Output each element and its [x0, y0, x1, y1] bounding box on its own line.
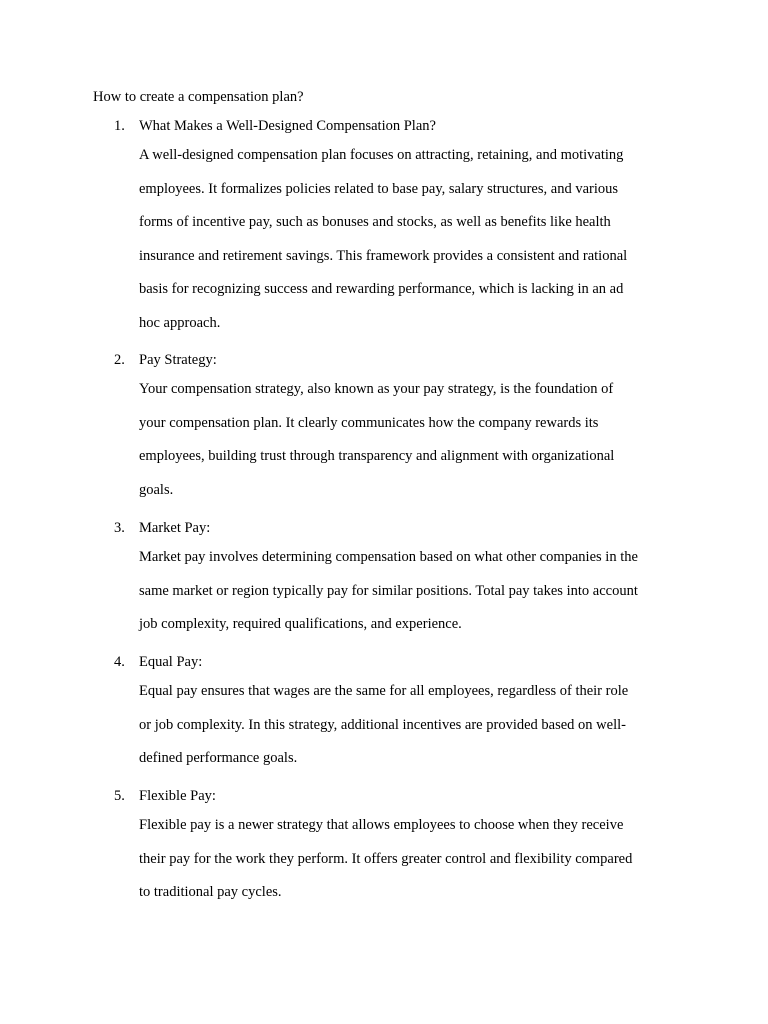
- section-number: 3.: [114, 520, 125, 536]
- body-line: Market pay involves determining compensation based on what other companies in the: [139, 549, 638, 565]
- section-heading: Flexible Pay:: [139, 788, 216, 804]
- body-line: job complexity, required qualifications, and experience.: [139, 616, 462, 633]
- body-line: insurance and retirement savings. This framework provides a consistent and rational: [139, 247, 628, 264]
- section-heading: Market Pay:: [139, 520, 211, 536]
- body-line: goals.: [139, 481, 174, 498]
- section-number: 2.: [114, 352, 125, 368]
- section-heading: Pay Strategy:: [139, 352, 217, 368]
- section-number: 1.: [114, 118, 125, 134]
- section-heading: Equal Pay:: [139, 654, 203, 670]
- body-line: forms of incentive pay, such as bonuses and stocks, as well as benefits like health: [139, 214, 611, 231]
- body-line: Equal pay ensures that wages are the same for all employees, regardless of their role: [139, 683, 629, 699]
- body-line: or job complexity. In this strategy, additional incentives are provided based on well-: [139, 716, 626, 733]
- body-line: to traditional pay cycles.: [139, 884, 282, 901]
- body-line: Flexible pay is a newer strategy that allows employees to choose when they receive: [139, 817, 624, 833]
- body-line: their pay for the work they perform. It offers greater control and flexibility compared: [139, 850, 633, 867]
- document-title: How to create a compensation plan?: [93, 89, 304, 105]
- section-body: [139, 373, 675, 507]
- body-line: your compensation plan. It clearly communicates how the company rewards its: [139, 414, 599, 431]
- body-line: employees. It formalizes policies related to base pay, salary structures, and various: [139, 180, 619, 197]
- body-line: same market or region typically pay for similar positions. Total pay takes into account: [139, 582, 638, 599]
- body-line: A well-designed compensation plan focuses on attracting, retaining, and motivating: [139, 147, 624, 163]
- body-line: defined performance goals.: [139, 750, 298, 767]
- section-heading: What Makes a Well-Designed Compensation Plan?: [139, 118, 436, 134]
- section-number: 4.: [114, 654, 125, 670]
- section-body: [139, 809, 675, 910]
- section-number: 5.: [114, 788, 125, 804]
- body-line: hoc approach.: [139, 314, 221, 331]
- section-body: [139, 675, 675, 776]
- section-body: [139, 541, 675, 642]
- section-body: [139, 139, 675, 341]
- body-line: employees, building trust through transparency and alignment with organizational: [139, 448, 615, 465]
- body-line: Your compensation strategy, also known as your pay strategy, is the foundation of: [139, 381, 614, 397]
- body-line: basis for recognizing success and rewarding performance, which is lacking in an ad: [139, 281, 624, 298]
